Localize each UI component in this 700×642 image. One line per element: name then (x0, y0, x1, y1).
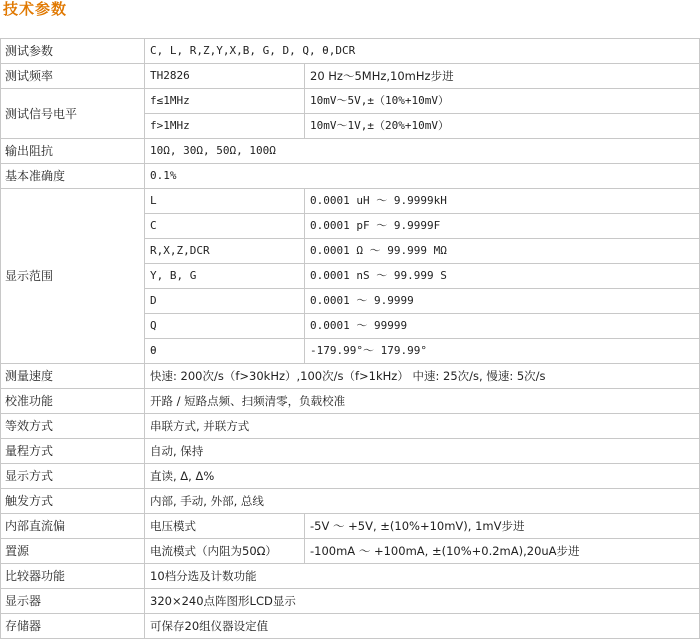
row-label: 测量速度 (1, 364, 145, 389)
table-row (1, 439, 700, 464)
table-row (1, 164, 700, 189)
range-param: L (145, 189, 305, 214)
row-value: -5V ～ +5V, ±(10%+10mV), 1mV步进 (305, 514, 700, 539)
range-param: Q (145, 314, 305, 339)
row-value: 快速: 200次/s（f>30kHz）,100次/s（f>1kHz） 中速: 25次/s, 慢速: 5次/s (145, 364, 700, 389)
row-label: 量程方式 (1, 439, 145, 464)
row-subvalue: f≤1MHz (145, 89, 305, 114)
row-label: 触发方式 (1, 489, 145, 514)
table-row (1, 514, 700, 539)
row-subvalue: f>1MHz (145, 114, 305, 139)
row-label: 显示方式 (1, 464, 145, 489)
table-row (1, 564, 700, 589)
row-value: 串联方式, 并联方式 (145, 414, 700, 439)
row-label: 存储器 (1, 614, 145, 639)
row-value: 10Ω, 30Ω, 50Ω, 100Ω (145, 139, 700, 164)
table-row (1, 539, 700, 564)
row-label: 基本准确度 (1, 164, 145, 189)
row-value: C, L, R,Z,Y,X,B, G, D, Q, θ,DCR (145, 39, 700, 64)
table-row (1, 189, 700, 214)
table-row (1, 589, 700, 614)
range-value: 0.0001 Ω ～ 99.999 MΩ (305, 239, 700, 264)
row-value: 0.1% (145, 164, 700, 189)
row-label: 内部直流偏 (1, 514, 145, 539)
row-label: 显示器 (1, 589, 145, 614)
row-value: 开路 / 短路点频、扫频清零，负载校准 (145, 389, 700, 414)
row-value: 10mV～5V,±（10%+10mV） (305, 89, 700, 114)
row-value: 20 Hz～5MHz,10mHz步进 (305, 64, 700, 89)
range-param: C (145, 214, 305, 239)
range-param: Y, B, G (145, 264, 305, 289)
table-row (1, 89, 700, 114)
row-label: 校准功能 (1, 389, 145, 414)
row-label: 显示范围 (1, 189, 145, 364)
row-value: 自动, 保持 (145, 439, 700, 464)
spec-table (0, 38, 700, 639)
range-value: -179.99°～ 179.99° (305, 339, 700, 364)
row-value: 10档分选及计数功能 (145, 564, 700, 589)
row-label: 测试参数 (1, 39, 145, 64)
row-label: 比较器功能 (1, 564, 145, 589)
row-label: 输出阻抗 (1, 139, 145, 164)
table-row (1, 414, 700, 439)
row-value: 10mV～1V,±（20%+10mV） (305, 114, 700, 139)
row-label: 等效方式 (1, 414, 145, 439)
row-value: -100mA ～ +100mA, ±(10%+0.2mA),20uA步进 (305, 539, 700, 564)
range-value: 0.0001 uH ～ 9.9999kH (305, 189, 700, 214)
table-row (1, 464, 700, 489)
range-param: R,X,Z,DCR (145, 239, 305, 264)
table-row (1, 614, 700, 639)
row-value: 直读, Δ, Δ% (145, 464, 700, 489)
row-value: 可保存20组仪器设定值 (145, 614, 700, 639)
range-value: 0.0001 ～ 9.9999 (305, 289, 700, 314)
row-value: 320×240点阵图形LCD显示 (145, 589, 700, 614)
page-title: 技术参数 (3, 0, 68, 18)
row-subvalue: TH2826 (145, 64, 305, 89)
range-value: 0.0001 ～ 99999 (305, 314, 700, 339)
table-row (1, 364, 700, 389)
table-row (1, 389, 700, 414)
range-value: 0.0001 nS ～ 99.999 S (305, 264, 700, 289)
range-param: θ (145, 339, 305, 364)
row-label: 置源 (1, 539, 145, 564)
row-label: 测试信号电平 (1, 89, 145, 139)
range-value: 0.0001 pF ～ 9.9999F (305, 214, 700, 239)
row-subvalue: 电流模式（内阻为50Ω） (145, 539, 305, 564)
row-subvalue: 电压模式 (145, 514, 305, 539)
table-row (1, 64, 700, 89)
range-param: D (145, 289, 305, 314)
row-value: 内部, 手动, 外部, 总线 (145, 489, 700, 514)
table-row (1, 39, 700, 64)
table-row (1, 489, 700, 514)
table-row (1, 139, 700, 164)
row-label: 测试频率 (1, 64, 145, 89)
